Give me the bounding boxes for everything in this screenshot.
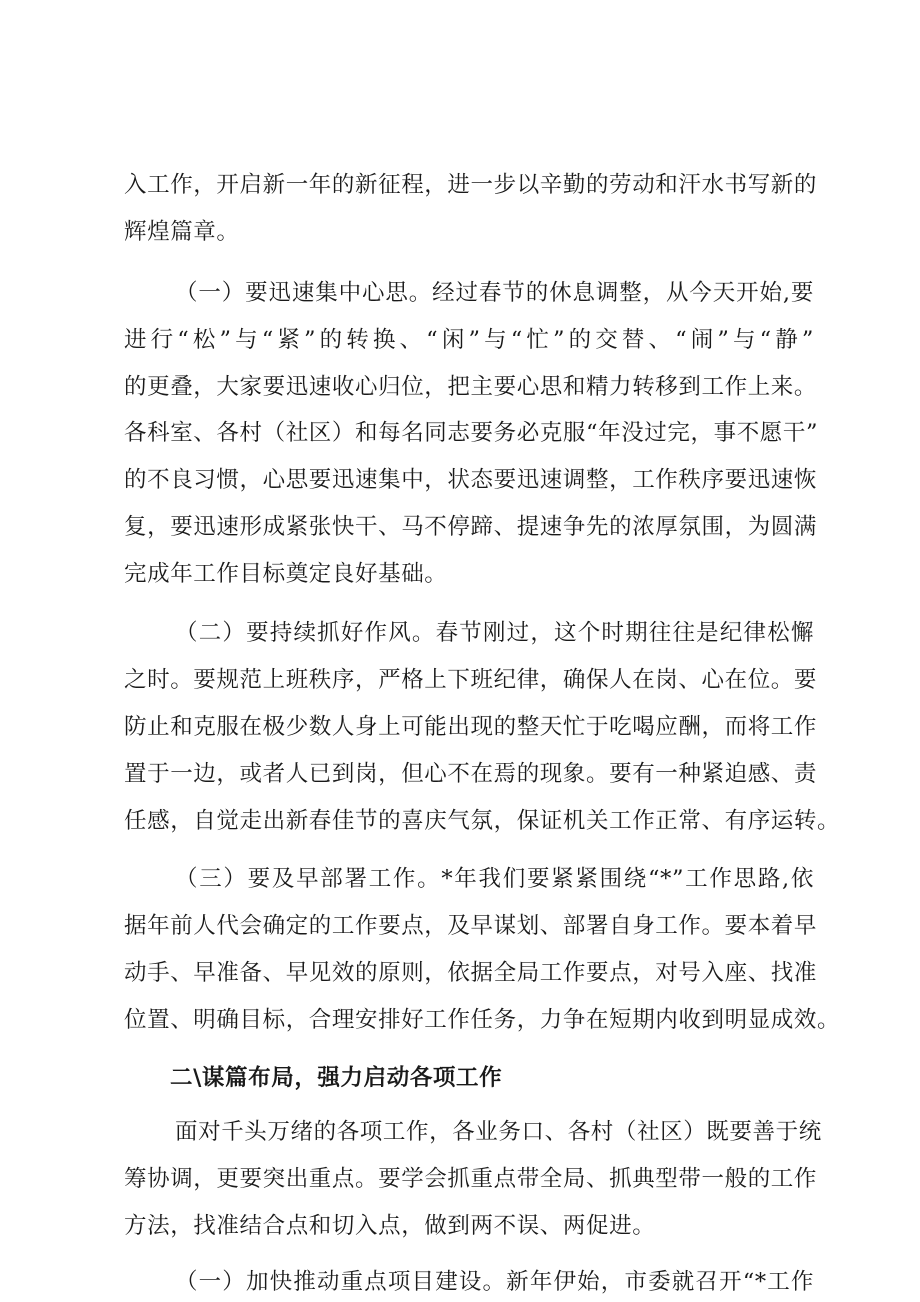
body-text-line: 置于一边，或者人已到岗，但心不在焉的现象。要有一种紧迫感、责 bbox=[124, 761, 818, 787]
paragraph-first-line: （二）要持续抓好作风。春节刚过，这个时期往往是纪律松懈 bbox=[175, 620, 814, 646]
body-text-line: 之时。要规范上班秩序，严格上下班纪律，确保人在岗、心在位。要 bbox=[124, 667, 818, 693]
body-text-line: 据年前人代会确定的工作要点，及早谋划、部署自身工作。要本着早 bbox=[124, 913, 818, 939]
body-text-line: 辉煌篇章。 bbox=[124, 219, 240, 245]
body-text-line: 的不良习惯，心思要迅速集中，状态要迅速调整，工作秩序要迅速恢 bbox=[124, 467, 818, 493]
body-text-line: 防止和克服在极少数人身上可能出现的整天忙于吃喝应酬，而将工作 bbox=[124, 714, 818, 740]
paragraph-first-line: （三）要及早部署工作。*年我们要紧紧围绕“*”工作思路,依 bbox=[175, 866, 814, 892]
body-text-line: 复，要迅速形成紧张快干、马不停蹄、提速争先的浓厚氛围，为圆满 bbox=[124, 514, 818, 540]
paragraph-first-line: （一）加快推动重点项目建设。新年伊始，市委就召开“*工作 bbox=[175, 1269, 814, 1295]
body-text-line: 方法，找准结合点和切入点，做到两不误、两促进。 bbox=[124, 1213, 656, 1239]
body-text-line: 各科室、各村（社区）和每名同志要务必克服“年没过完，事不愿干” bbox=[124, 420, 819, 446]
body-text-line: 进行“松”与“紧”的转换、“闲”与“忙”的交替、“闹”与“静” bbox=[124, 327, 814, 353]
body-text-line: 动手、早准备、早见效的原则，依据全局工作要点，对号入座、找准 bbox=[124, 960, 818, 986]
body-text-line: 入工作，开启新一年的新征程，进一步以辛勤的劳动和汗水书写新的 bbox=[124, 172, 818, 198]
body-text-line: 的更叠，大家要迅速收心归位，把主要心思和精力转移到工作上来。 bbox=[124, 374, 818, 400]
body-text-line: 任感，自觉走出新春佳节的喜庆气氛，保证机关工作正常、有序运转。 bbox=[124, 808, 841, 834]
section-heading: 二\谋篇布局，强力启动各项工作 bbox=[170, 1065, 503, 1091]
body-text-line: 完成年工作目标奠定良好基础。 bbox=[124, 561, 448, 587]
paragraph-first-line: 面对千头万绪的各项工作，各业务口、各村（社区）既要善于统 bbox=[175, 1119, 822, 1145]
paragraph-first-line: （一）要迅速集中心思。经过春节的休息调整，从今天开始,要 bbox=[175, 280, 814, 306]
body-text-line: 筹协调，更要突出重点。要学会抓重点带全局、抓典型带一般的工作 bbox=[124, 1166, 818, 1192]
body-text-line: 位置、明确目标，合理安排好工作任务，力争在短期内收到明显成效。 bbox=[124, 1007, 841, 1033]
